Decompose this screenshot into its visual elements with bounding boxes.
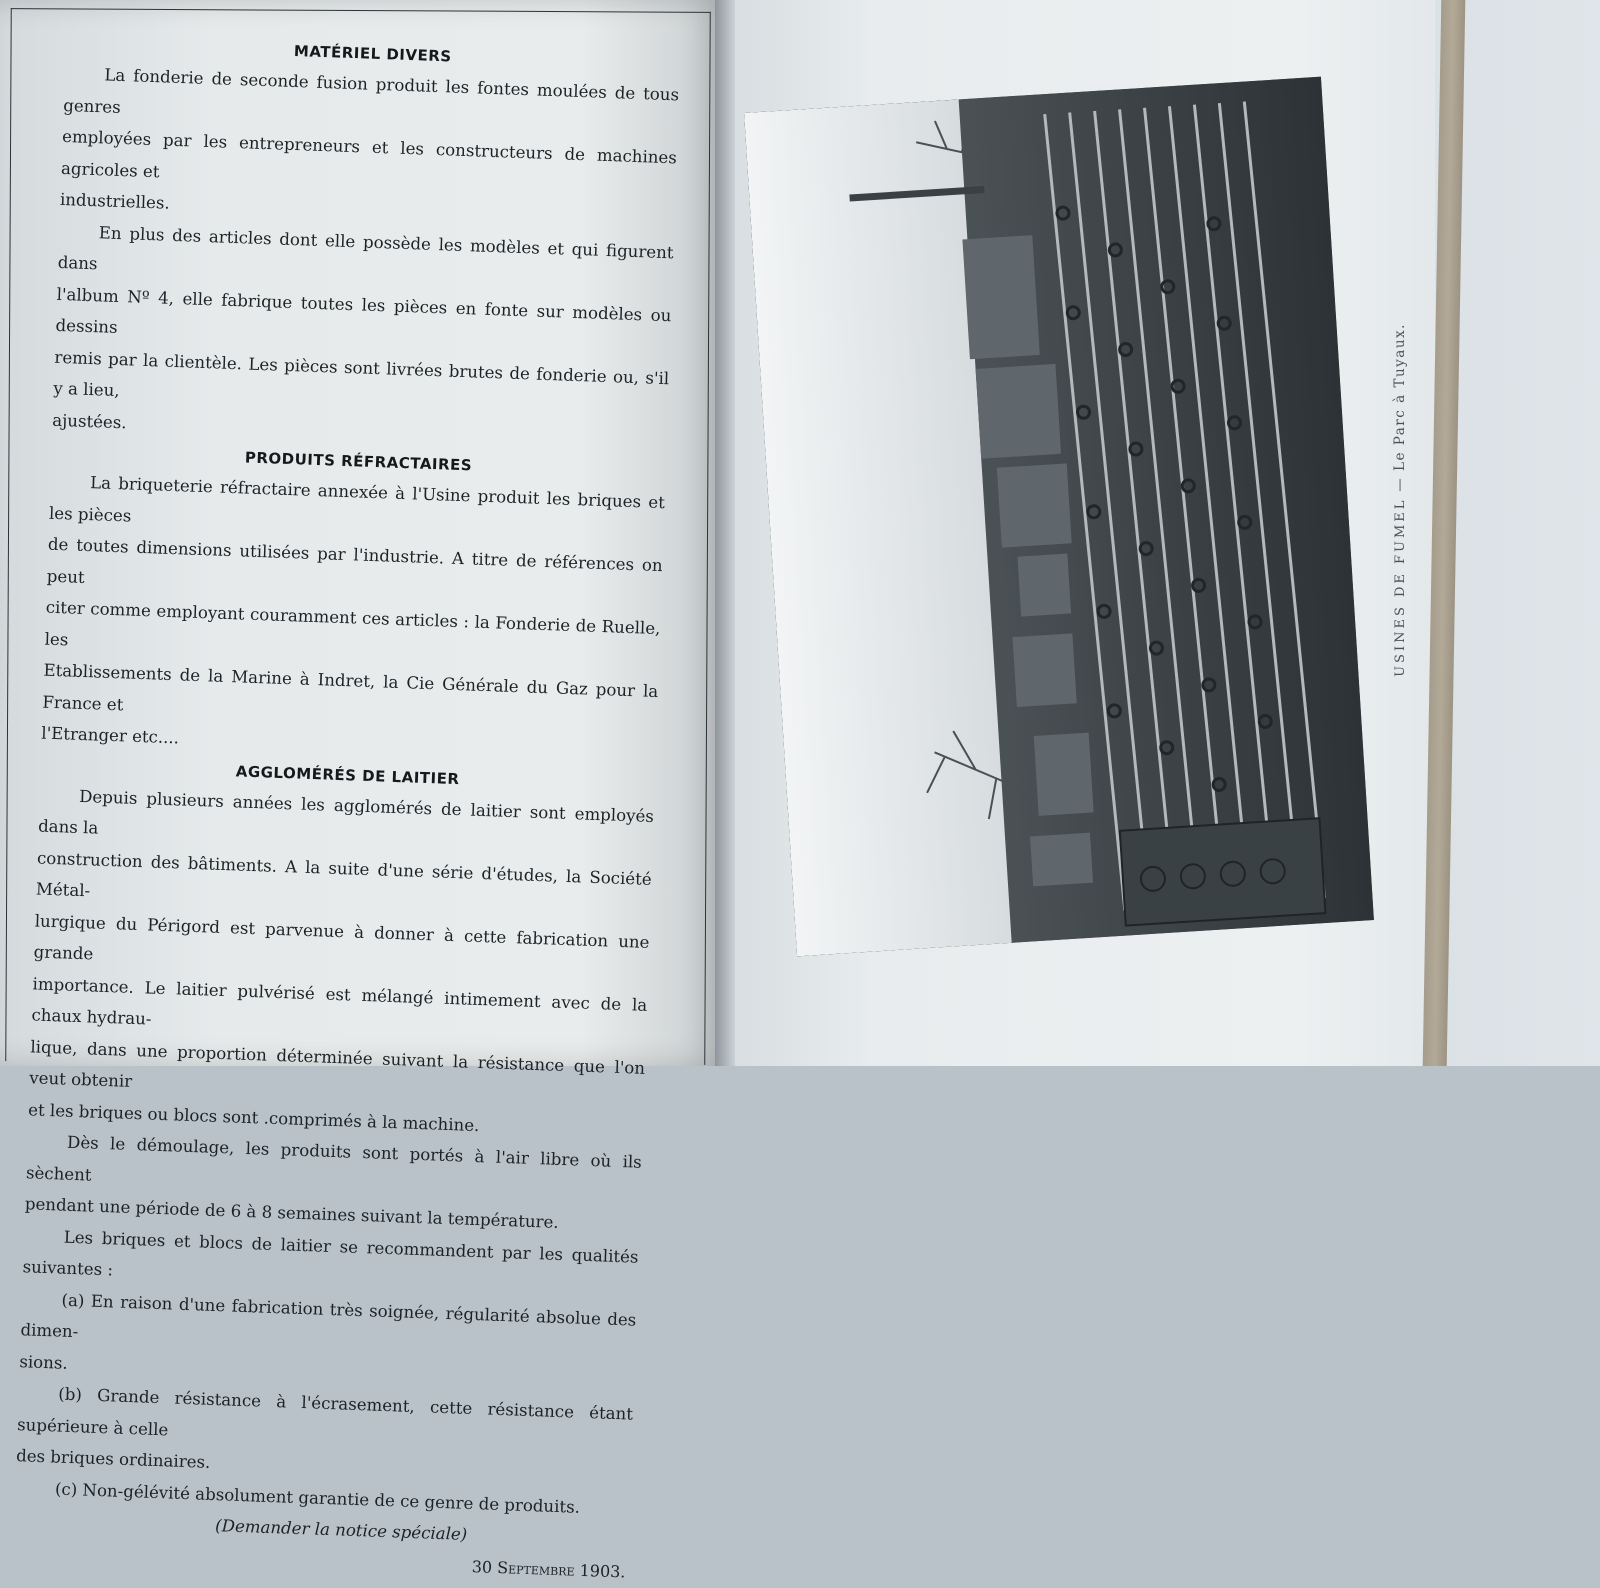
- text-line: Depuis plusieurs années les agglomérés de laitier sont employés dans la: [37, 786, 655, 838]
- pipe-yard-image: [744, 77, 1374, 957]
- text-line: Etablissements de la Marine à Indret, la Cie Générale du Gaz pour la France et: [42, 660, 659, 714]
- photo-caption: [1392, 323, 1408, 677]
- caption-location: USINES DE FUMEL: [1393, 497, 1408, 677]
- text-line: Dès le démoulage, les produits sont portés à l'air libre où ils sèchent: [25, 1132, 643, 1185]
- text-line: lurgique du Périgord est parvenue à donner à cette fabrication une grande: [33, 910, 650, 964]
- text-line: Les briques et blocs de laitier se recommandent par les qualités suivantes :: [22, 1227, 639, 1280]
- text-line: La briqueterie réfractaire annexée à l'Usine produit les briques et les pièces: [48, 473, 666, 526]
- text-line: (c) Non-gélévité absolument garantie de ce genre de produits.: [54, 1479, 581, 1517]
- text-line: remis par la clientèle. Les pièces sont livrées brutes de fonderie ou, s'il y a lieu,: [53, 347, 670, 401]
- heading-materiel-divers: MATÉRIEL DIVERS: [293, 41, 452, 66]
- text-line: sions.: [19, 1351, 69, 1373]
- text-line: citer comme employant couramment ces articles : la Fonderie de Ruelle, les: [44, 597, 661, 649]
- text-line: construction des bâtiments. A la suite d'une série d'études, la Société Métal-: [35, 848, 652, 901]
- notice-note: (Demander la notice spéciale): [214, 1516, 468, 1544]
- text-line: industrielles.: [59, 189, 171, 213]
- heading-produits-refractaires: PRODUITS RÉFRACTAIRES: [244, 448, 473, 475]
- heading-agglomeres-de-laitier: AGGLOMÉRÉS DE LAITIER: [235, 761, 460, 788]
- text-line: employées par les entrepreneurs et les constructeurs de machines agricoles et: [60, 126, 678, 181]
- caption-title: Le Parc à Tuyaux.: [1392, 323, 1408, 471]
- paragraph: [41, 466, 666, 771]
- text-line: La fonderie de seconde fusion produit les fontes moulées de tous genres: [62, 65, 680, 117]
- text-line: (a) En raison d'une fabrication très soignée, régularité absolue des dimen-: [20, 1290, 637, 1342]
- factory-photograph: [744, 77, 1374, 957]
- text-line: et les briques ou blocs sont .comprimés à la machine.: [27, 1099, 480, 1135]
- text-line: lique, dans une proportion déterminée suivant la résistance que l'on veut obtenir: [29, 1036, 646, 1091]
- text-line: En plus des articles dont elle possède les modèles et qui figurent dans: [57, 222, 674, 274]
- left-page-text: [12, 28, 680, 1588]
- text-line: de toutes dimensions utilisées par l'industrie. A titre de références on peut: [46, 534, 663, 587]
- paragraph: [59, 58, 679, 237]
- document-date: 30 Septembre 1903.: [471, 1556, 626, 1581]
- text-line: des briques ordinaires.: [15, 1446, 211, 1472]
- left-page: [0, 0, 725, 1581]
- paragraph: [52, 215, 674, 457]
- text-line: ajustées.: [51, 410, 127, 432]
- text-line: (b) Grande résistance à l'écrasement, cette résistance étant supérieure à celle: [16, 1384, 634, 1439]
- caption-dash: —: [1392, 476, 1408, 492]
- pipe-stack-foreground: [1120, 818, 1326, 925]
- paragraph: [28, 779, 655, 1147]
- text-line: l'album Nº 4, elle fabrique toutes les pièces en fonte sur modèles ou dessins: [55, 284, 672, 337]
- text-line: importance. Le laitier pulvérisé est mélangé intimement avec de la chaux hydrau-: [31, 973, 648, 1029]
- text-line: l'Etranger etc....: [41, 723, 180, 748]
- text-line: pendant une période de 6 à 8 semaines suivant la température.: [24, 1194, 559, 1232]
